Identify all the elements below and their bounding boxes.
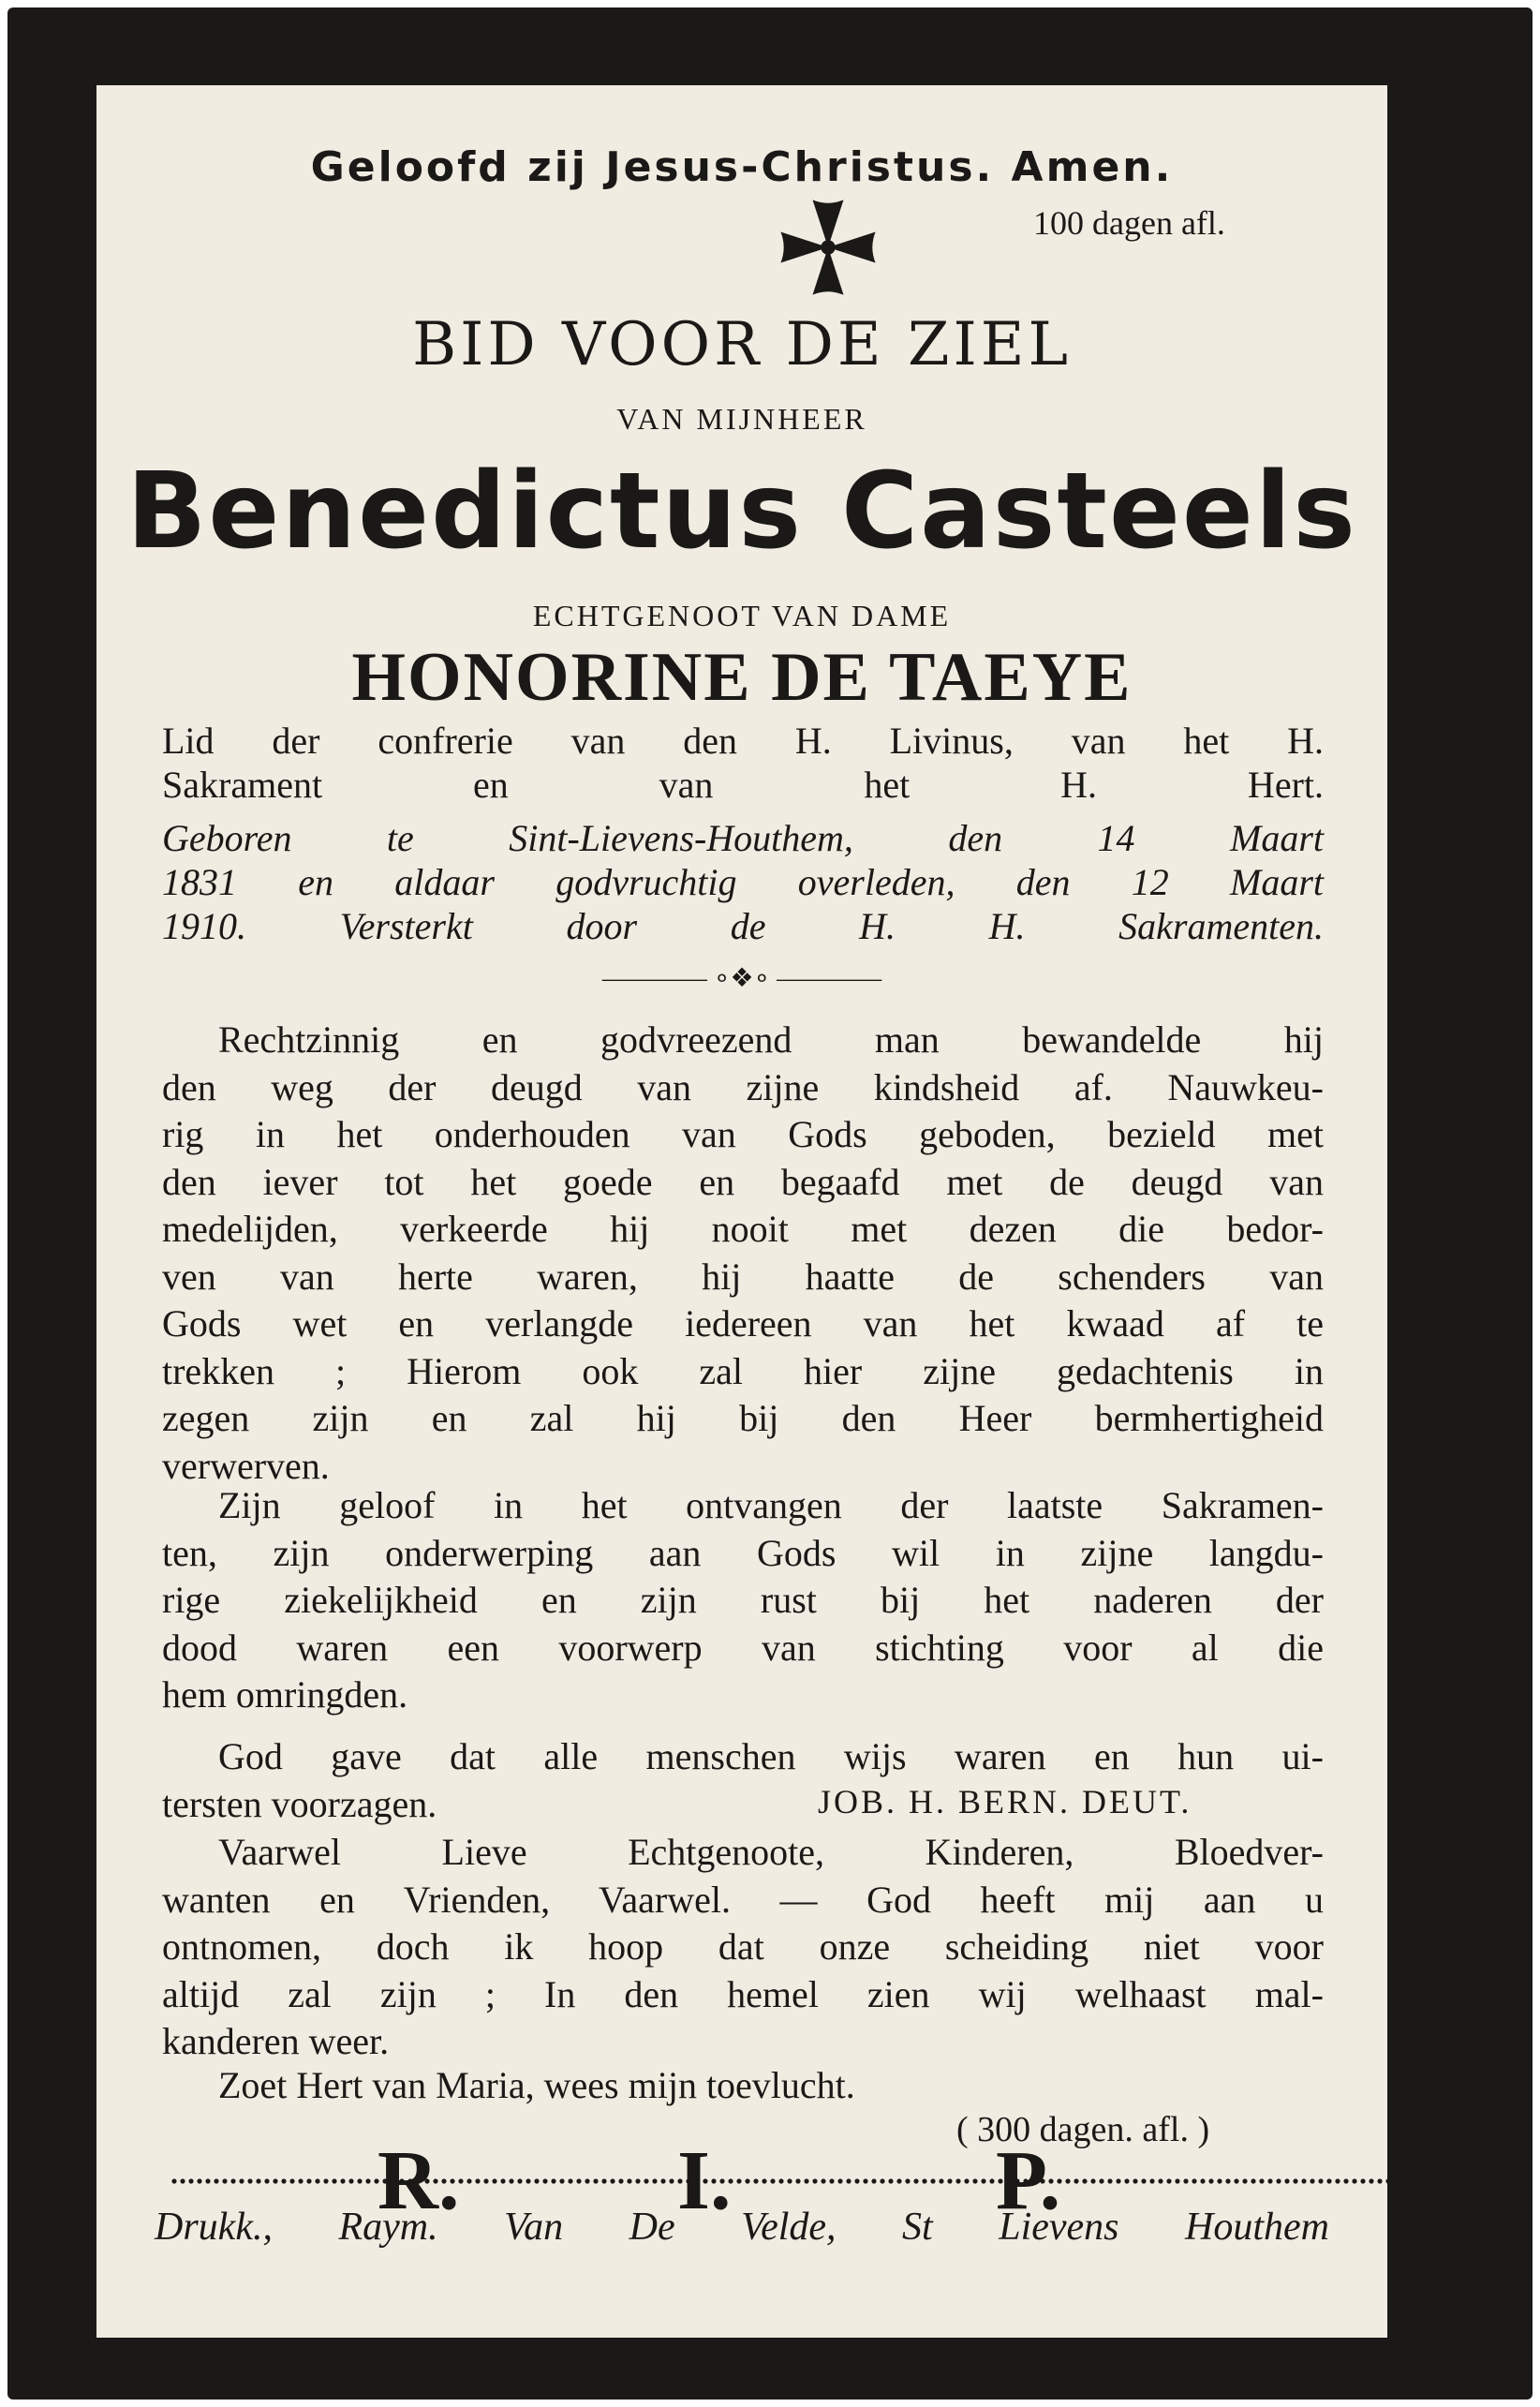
closing-indulgence: ( 300 dagen. afl. )	[956, 2110, 1210, 2149]
paragraph4-line: wanten en Vrienden, Vaarwel. — God heeft mij aan u	[162, 1878, 1324, 1921]
paragraph4-line: altijd zal zijn ; In den hemel zien wij welhaast mal-	[162, 1972, 1324, 2015]
paragraph1-line: Rechtzinnig en godvreezend man bewandelde hij	[218, 1018, 1324, 1061]
card-paper	[94, 82, 1390, 2340]
paragraph4-line: Vaarwel Lieve Echtgenoote, Kinderen, Bloedver-	[218, 1831, 1324, 1873]
membership-line: Sakrament en van het H. Hert.	[162, 764, 1324, 806]
spouse-name: HONORINE DE TAEYE	[351, 639, 1133, 716]
paragraph4-line: ontnomen, doch ik hoop dat onze scheiding niet voor	[162, 1925, 1324, 1968]
printer-credit: Drukk., Raym. Van De Velde, St Lievens Houthem	[155, 2206, 1329, 2249]
paragraph2-line: dood waren een voorwerp van stichting voor al die	[162, 1626, 1324, 1669]
paragraph1-line: medelijden, verkeerde hij nooit met dezen die bedor-	[162, 1208, 1324, 1250]
paragraph1-line: verwerven.	[162, 1444, 330, 1487]
birth-death-line: 1910. Versterkt door de H. H. Sakramenten.	[162, 905, 1324, 947]
card-text	[96, 85, 1387, 2338]
deceased-name: Benedictus Casteels	[126, 451, 1357, 572]
paragraph2-line: ten, zijn onderwerping aan Gods wil in zijne langdu-	[162, 1531, 1324, 1574]
paragraph1-line: trekken ; Hierom ook zal hier zijne gedachtenis in	[162, 1349, 1324, 1392]
paragraph2-line: rige ziekelijkheid en zijn rust bij het naderen der	[162, 1579, 1324, 1621]
paragraph1-line: zegen zijn en zal hij bij den Heer bermhertigheid	[162, 1397, 1324, 1439]
rip-letter: P.	[996, 2134, 1061, 2227]
membership-line: Lid der confrerie van den H. Livinus, van het H.	[162, 720, 1324, 762]
paragraph1-line: ven van herte waren, hij haatte de schenders van	[162, 1255, 1324, 1298]
paragraph1-line: rig in het onderhouden van Gods geboden, bezield met	[162, 1113, 1324, 1155]
ornament-divider: ———— ∘❖∘ ————	[601, 964, 882, 993]
paragraph1-line: den weg der deugd van zijne kindsheid af. Nauwkeu-	[162, 1065, 1324, 1108]
rip-letter: R.	[378, 2134, 460, 2227]
paragraph3-line: tersten voorzagen.	[162, 1782, 437, 1825]
invocation-line: Geloofd zij Jesus-Christus. Amen.	[310, 143, 1174, 191]
spouse-of-label: ECHTGENOOT VAN DAME	[532, 599, 952, 632]
paragraph4-line: kanderen weer.	[162, 2020, 390, 2062]
birth-death-line: Geboren te Sint-Lievens-Houthem, den 14 Maart	[162, 817, 1324, 859]
birth-death-line: 1831 en aldaar godvruchtig overleden, den 12 Maart	[162, 861, 1324, 903]
of-mister-label: VAN MIJNHEER	[616, 402, 867, 436]
paragraph2-line: hem omringden.	[162, 1673, 408, 1716]
closing-prayer: Zoet Hert van Maria, wees mijn toevlucht.	[218, 2064, 855, 2106]
dotted-rule	[171, 2177, 1389, 2186]
citation: JOB. H. BERN. DEUT.	[818, 1783, 1192, 1820]
paragraph1-line: Gods wet en verlangde iedereen van het kwaad af te	[162, 1302, 1324, 1345]
memorial-card	[7, 7, 1533, 2400]
paragraph3-line: God gave dat alle menschen wijs waren en hun ui-	[218, 1735, 1324, 1777]
prayer-heading: BID VOOR DE ZIEL	[412, 310, 1072, 379]
rip-letter: I.	[677, 2134, 732, 2227]
paragraph1-line: den iever tot het goede en begaafd met de deugd van	[162, 1160, 1324, 1203]
paragraph2-line: Zijn geloof in het ontvangen der laatste Sakramen-	[218, 1484, 1324, 1526]
indulgence-note: 100 dagen afl.	[1033, 204, 1225, 242]
